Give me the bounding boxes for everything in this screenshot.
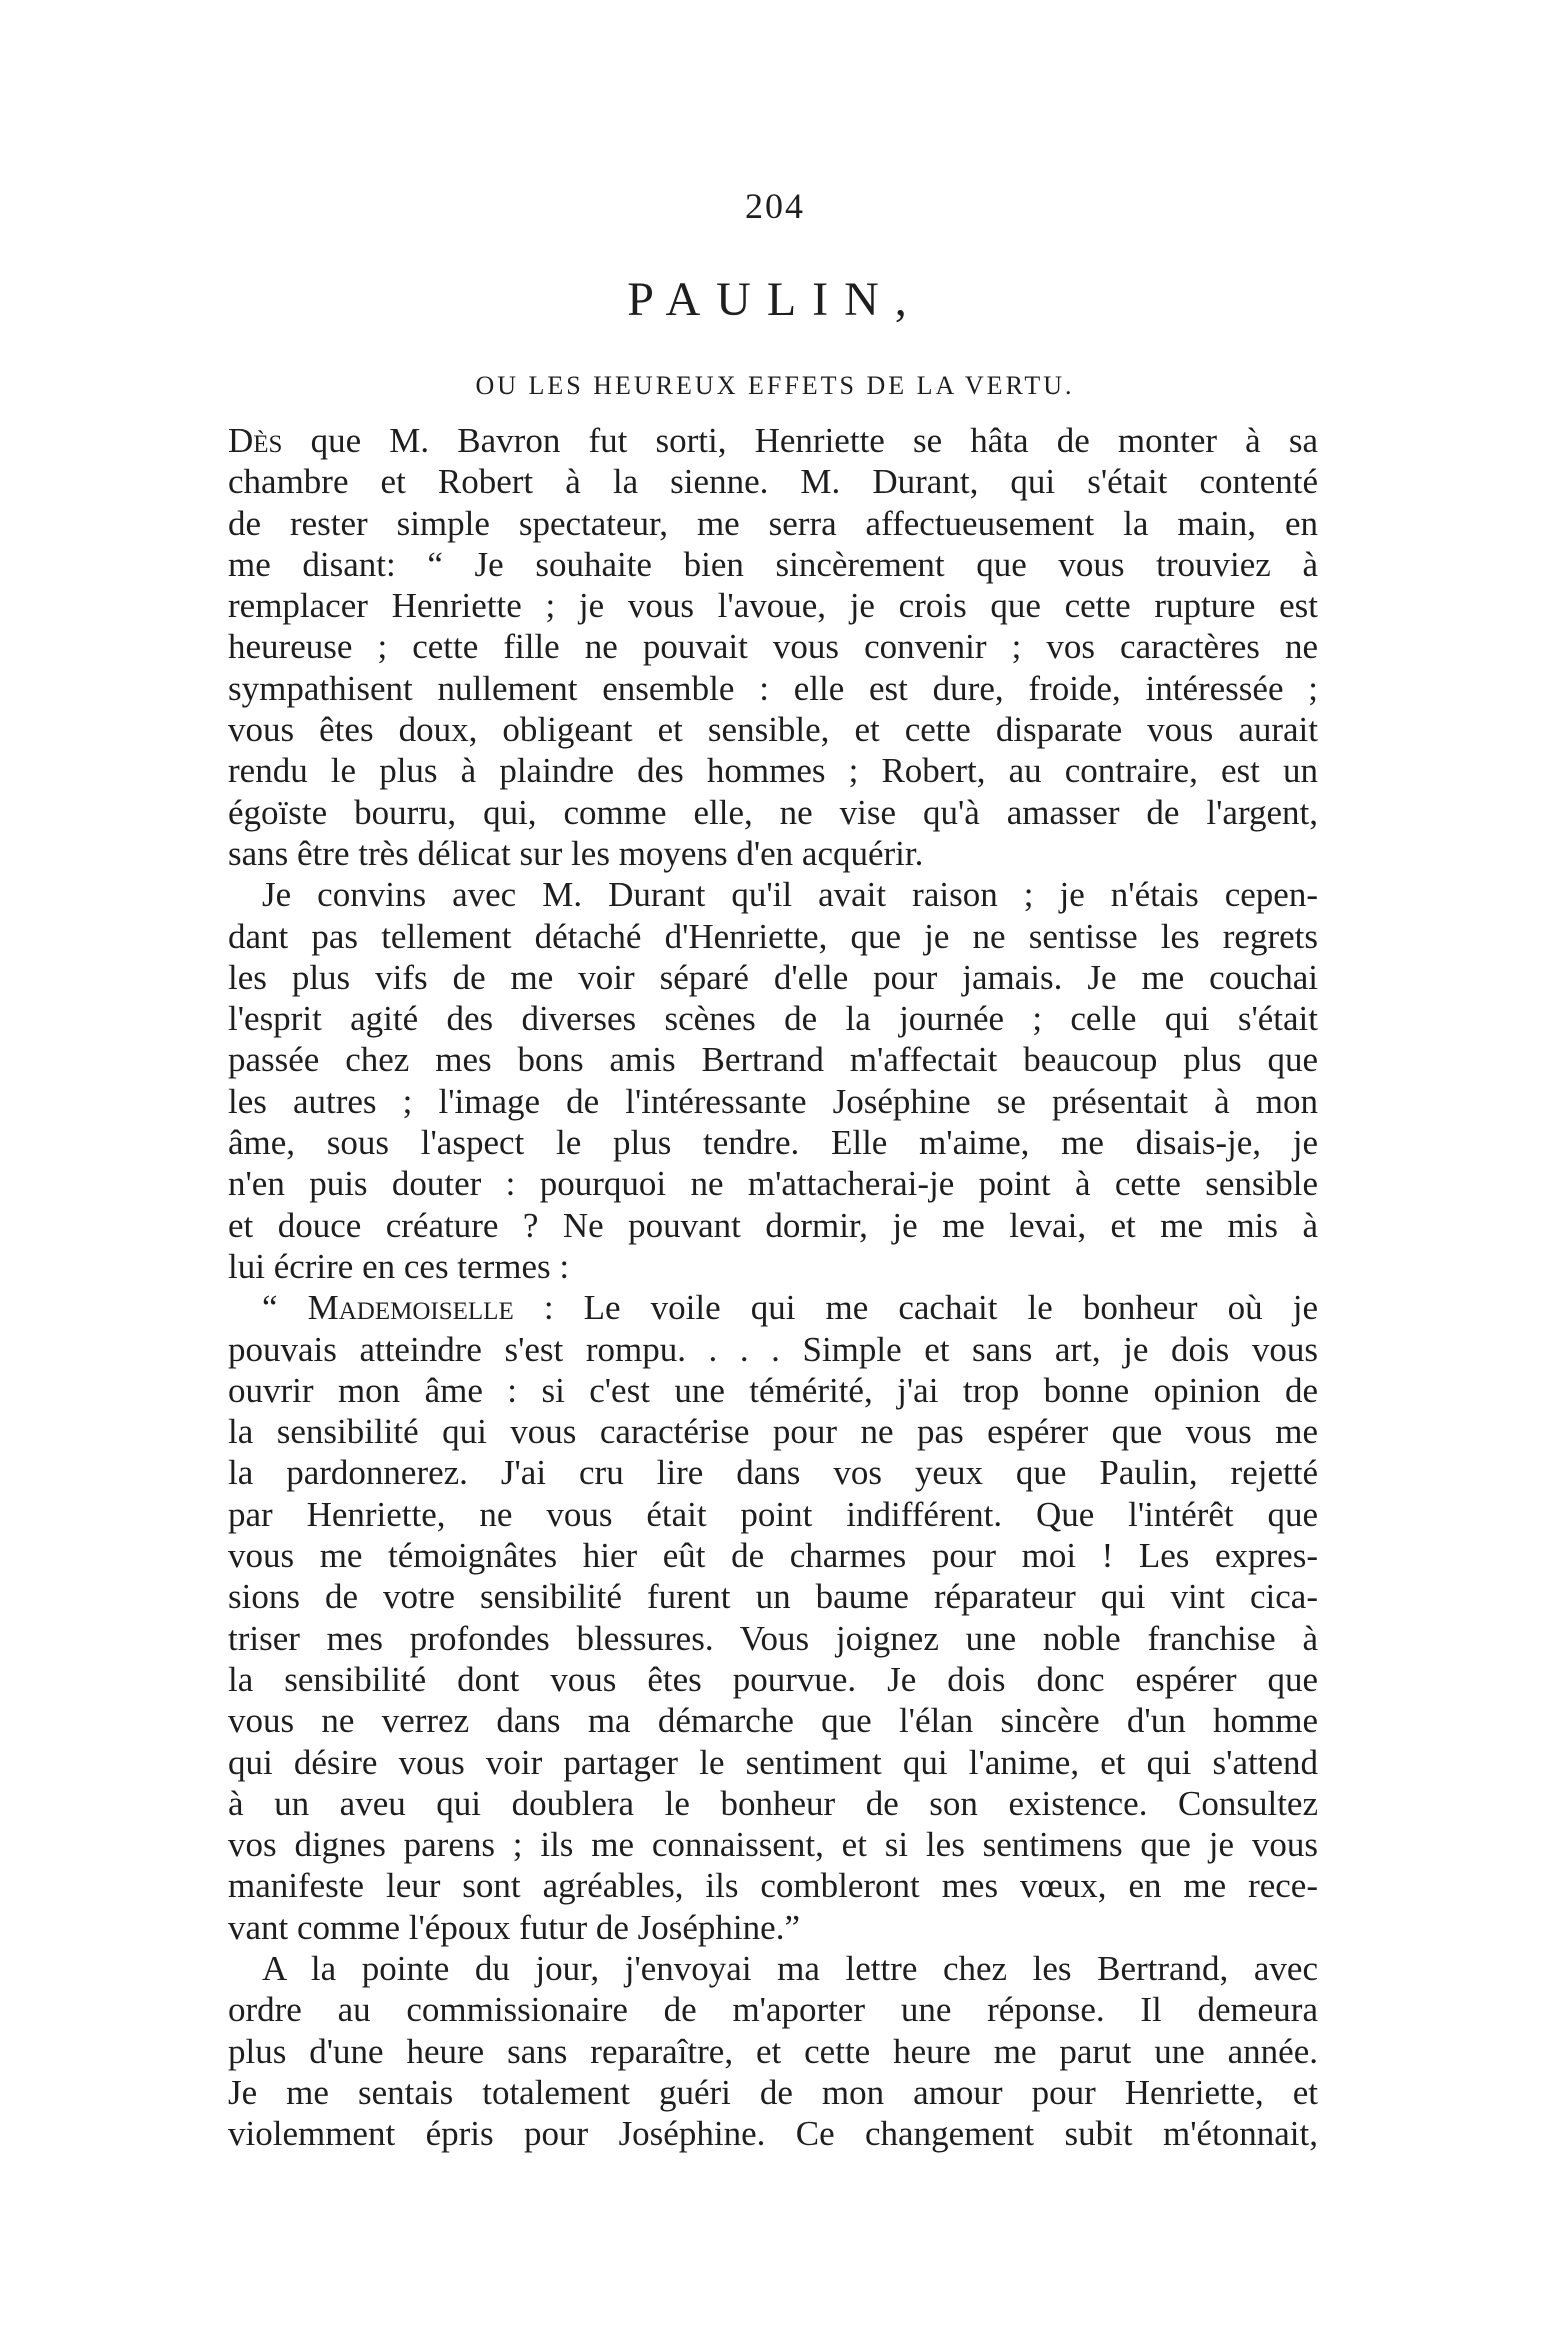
text-line: A la pointe du jour, j'envoyai ma lettre chez les Bertrand, avec	[262, 1948, 1318, 1988]
text-line: les autres ; l'image de l'intéressante Joséphine se présentait à mon	[228, 1081, 1318, 1121]
text-line: remplacer Henriette ; je vous l'avoue, je crois que cette rupture est	[228, 586, 1318, 626]
text-line: qui désire vous voir partager le sentiment qui l'anime, et qui s'attend	[228, 1742, 1318, 1782]
text-line: âme, sous l'aspect le plus tendre. Elle m'aime, me disais-je, je	[228, 1123, 1318, 1163]
text-line: sions de votre sensibilité furent un baume réparateur qui vint cica-	[228, 1577, 1318, 1617]
text-line: les plus vifs de me voir séparé d'elle pour jamais. Je me couchai	[228, 957, 1318, 997]
text-line: la pardonnerez. J'ai cru lire dans vos yeux que Paulin, rejetté	[228, 1453, 1318, 1493]
text-line: me disant: “ Je souhaite bien sincèrement que vous trouviez à	[228, 544, 1318, 584]
text-line: ordre au commissionaire de m'aporter une réponse. Il demeura	[228, 1990, 1318, 2030]
text-line: lui écrire en ces termes :	[228, 1246, 570, 1286]
text-line: violemment épris pour Joséphine. Ce changement subit m'étonnait,	[228, 2114, 1318, 2154]
small-caps-opening: Dès	[228, 421, 283, 460]
text-line: manifeste leur sont agréables, ils combleront mes vœux, en me rece-	[228, 1866, 1318, 1906]
paragraph	[228, 1948, 1318, 2154]
text-line: Je me sentais totalement guéri de mon amour pour Henriette, et	[228, 2072, 1318, 2112]
paragraph	[228, 874, 1318, 1287]
text-line: chambre et Robert à la sienne. M. Durant, qui s'était contenté	[228, 462, 1318, 502]
opening-quote: “	[262, 1288, 308, 1328]
text-line: vous ne verrez dans ma démarche que l'élan sincère d'un homme	[228, 1701, 1318, 1741]
text-line: égoïste bourru, qui, comme elle, ne vise qu'à amasser de l'argent,	[228, 792, 1318, 832]
text-line: Dès que M. Bavron fut sorti, Henriette se hâta de monter à sa	[228, 421, 1318, 460]
chapter-subtitle: OU LES HEUREUX EFFETS DE LA VERTU.	[475, 371, 1075, 400]
body-text	[228, 420, 1318, 2154]
text-line: sans être très délicat sur les moyens d'en acquérir.	[228, 833, 924, 873]
text-line: par Henriette, ne vous était point indifférent. Que l'intérêt que	[228, 1494, 1318, 1534]
text-line: et douce créature ? Ne pouvant dormir, je me levai, et me mis à	[228, 1205, 1318, 1245]
small-caps-salutation: Mademoiselle	[307, 1288, 514, 1328]
text-line: dant pas tellement détaché d'Henriette, que je ne sentisse les regrets	[228, 916, 1318, 956]
text-line: la sensibilité qui vous caractérise pour ne pas espérer que vous me	[228, 1412, 1318, 1452]
text-line: sympathisent nullement ensemble : elle est dure, froide, intéressée ;	[228, 668, 1318, 708]
text-line: la sensibilité dont vous êtes pourvue. Je dois donc espérer que	[228, 1659, 1318, 1699]
text-line: vos dignes parens ; ils me connaissent, et si les sentimens que je vous	[228, 1825, 1318, 1865]
text-line: de rester simple spectateur, me serra affectueusement la main, en	[228, 503, 1318, 543]
text-line: l'esprit agité des diverses scènes de la journée ; celle qui s'était	[228, 999, 1318, 1039]
text-line: “ Mademoiselle : Le voile qui me cachait le bonheur où je	[262, 1288, 1318, 1328]
text-line: passée chez mes bons amis Bertrand m'affectait beaucoup plus que	[228, 1040, 1318, 1080]
text-line: ouvrir mon âme : si c'est une témérité, j'ai trop bonne opinion de	[228, 1370, 1318, 1410]
paragraph	[228, 420, 1318, 874]
text-line: vous êtes doux, obligeant et sensible, et cette disparate vous aurait	[228, 710, 1318, 750]
text-line: triser mes profondes blessures. Vous joignez une noble franchise à	[228, 1618, 1318, 1658]
text-line: plus d'une heure sans reparaître, et cette heure me parut une année.	[228, 2031, 1318, 2071]
text-line: vous me témoignâtes hier eût de charmes pour moi ! Les expres-	[228, 1536, 1318, 1576]
page-number: 204	[745, 186, 805, 226]
text-line: à un aveu qui doublera le bonheur de son existence. Consultez	[228, 1783, 1318, 1823]
text-line: heureuse ; cette fille ne pouvait vous convenir ; vos caractères ne	[228, 627, 1318, 667]
text-line: n'en puis douter : pourquoi ne m'attacherai-je point à cette sensible	[228, 1164, 1318, 1204]
text-line: vant comme l'époux futur de Joséphine.”	[228, 1907, 800, 1947]
text-line: pouvais atteindre s'est rompu. . . . Simple et sans art, je dois vous	[228, 1329, 1318, 1369]
text-line: rendu le plus à plaindre des hommes ; Robert, au contraire, est un	[228, 751, 1318, 791]
letter-paragraph	[228, 1287, 1318, 1948]
chapter-title: PAULIN,	[627, 273, 923, 326]
text-line: Je convins avec M. Durant qu'il avait raison ; je n'étais cepen-	[262, 875, 1318, 915]
